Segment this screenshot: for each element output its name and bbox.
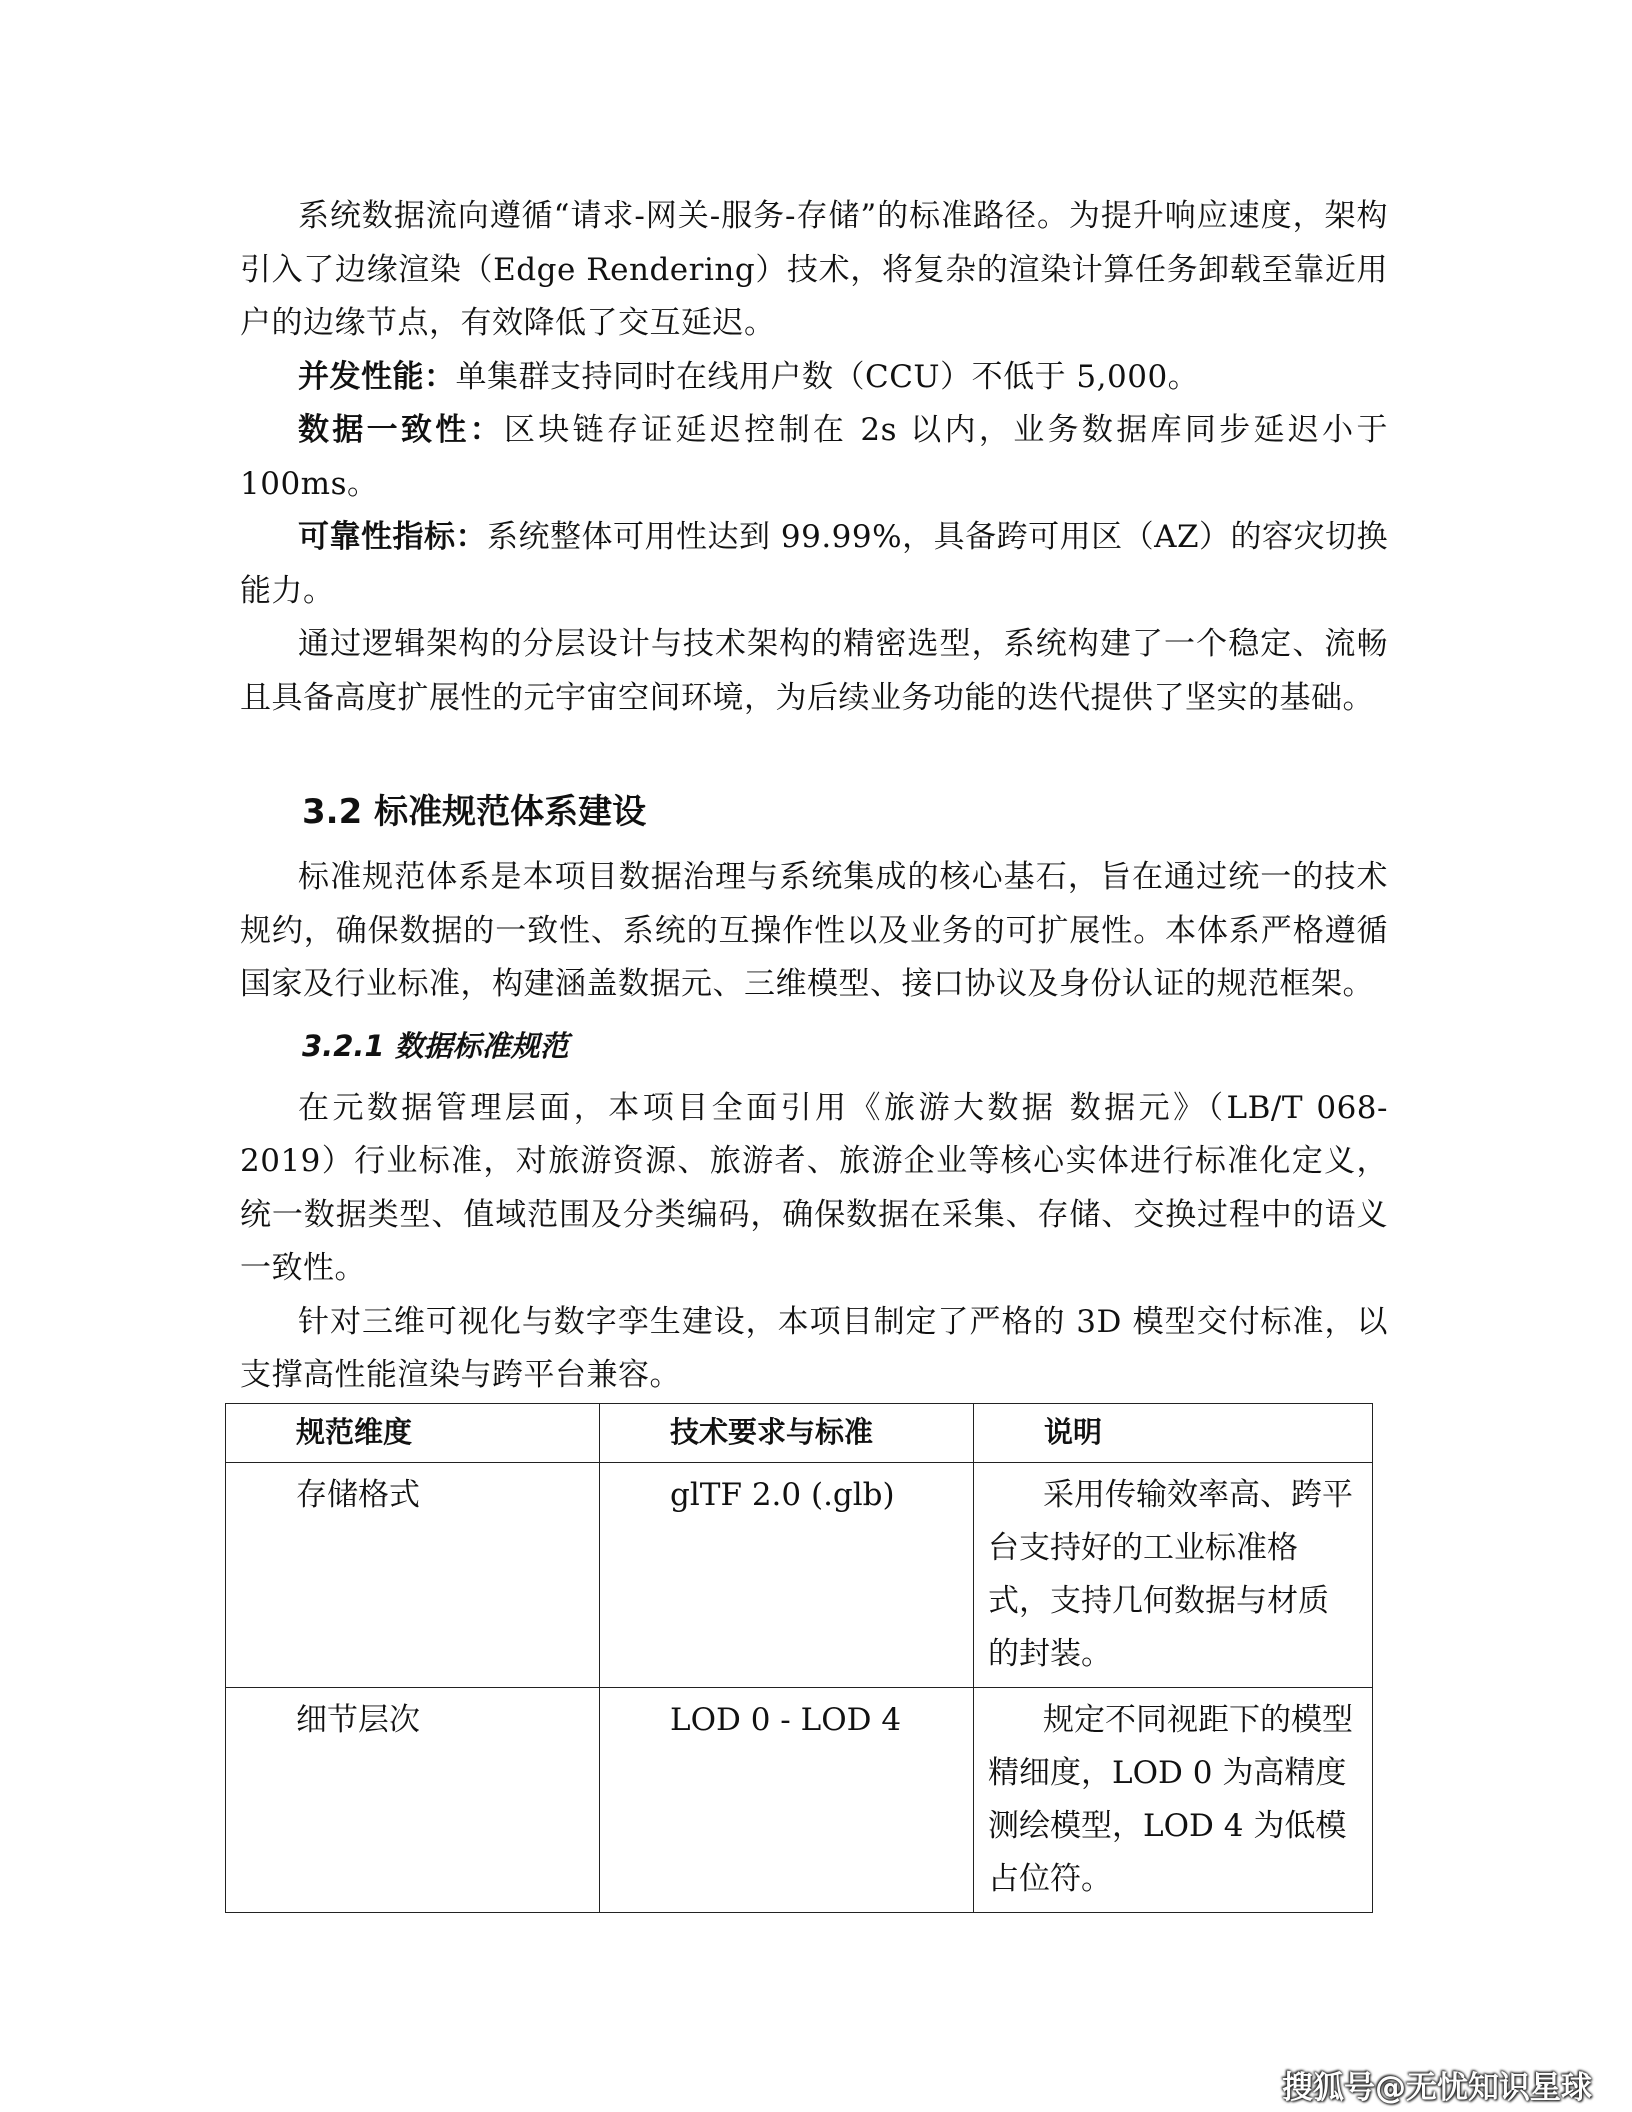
paragraph-metadata: 在元数据管理层面，本项目全面引用《旅游大数据 数据元》（LB/T 068-2019）行业标准，对旅游资源、旅游者、旅游企业等核心实体进行标准化定义，统一数据类型、值域范围及分类编码，确保数据在采集、存储、交换过程中的语义一致性。 xyxy=(240,1089,1388,1286)
header-dimension: 规范维度 xyxy=(226,1403,600,1462)
header-requirement: 技术要求与标准 xyxy=(600,1403,974,1462)
table-row xyxy=(226,1462,1373,1687)
paragraph-standards-intro: 标准规范体系是本项目数据治理与系统集成的核心基石，旨在通过统一的技术规约，确保数据的一致性、系统的互操作性以及业务的可扩展性。本体系严格遵循国家及行业标准，构建涵盖数据元、三维模型、接口协议及身份认证的规范框架。 xyxy=(240,859,1388,1002)
text-consistency: 区块链存证延迟控制在 2s 以内，业务数据库同步延迟小于 100ms。 xyxy=(240,412,1388,502)
paragraph-3d-standard: 针对三维可视化与数字孪生建设，本项目制定了严格的 3D 模型交付标准，以支撑高性能渲染与跨平台兼容。 xyxy=(240,1303,1388,1393)
label-concurrency: 并发性能： xyxy=(298,358,456,395)
cell-dimension: 细节层次 xyxy=(226,1687,600,1912)
label-reliability: 可靠性指标： xyxy=(298,519,488,555)
paragraph-data-flow: 系统数据流向遵循“请求-网关-服务-存储”的标准路径。为提升响应速度，架构引入了边缘渲染（Edge Rendering）技术，将复杂的渲染计算任务卸载至靠近用户的边缘节点，有效降低了交互延迟。 xyxy=(240,198,1388,341)
paragraph-consistency xyxy=(240,404,1388,511)
text-concurrency: 单集群支持同时在线用户数（CCU）不低于 5,000。 xyxy=(455,358,1200,395)
paragraph-reliability xyxy=(240,511,1388,618)
cell-requirement: glTF 2.0 (.glb) xyxy=(600,1462,974,1687)
cell-dimension: 存储格式 xyxy=(226,1462,600,1687)
table-header-row xyxy=(226,1403,1373,1462)
document-page xyxy=(240,190,1388,1913)
label-consistency: 数据一致性： xyxy=(298,412,504,448)
spec-table xyxy=(225,1403,1373,1913)
text-reliability: 系统整体可用性达到 99.99%，具备跨可用区（AZ）的容灾切换能力。 xyxy=(240,519,1389,609)
paragraph-summary: 通过逻辑架构的分层设计与技术架构的精密选型，系统构建了一个稳定、流畅且具备高度扩展性的元宇宙空间环境，为后续业务功能的迭代提供了坚实的基础。 xyxy=(240,626,1388,716)
header-note: 说明 xyxy=(974,1403,1373,1462)
cell-requirement: LOD 0 - LOD 4 xyxy=(600,1687,974,1912)
paragraph-concurrency xyxy=(240,351,1388,405)
cell-note: 规定不同视距下的模型精细度，LOD 0 为高精度测绘模型，LOD 4 为低模占位符。 xyxy=(974,1687,1373,1912)
cell-note: 采用传输效率高、跨平台支持好的工业标准格式，支持几何数据与材质的封装。 xyxy=(974,1462,1373,1687)
table-row xyxy=(226,1687,1373,1912)
subsection-heading: 3.2.1 数据标准规范 xyxy=(302,1028,569,1063)
watermark: 搜狐号@无忧知识星球 xyxy=(1282,2070,1592,2106)
section-heading: 3.2 标准规范体系建设 xyxy=(302,792,647,832)
